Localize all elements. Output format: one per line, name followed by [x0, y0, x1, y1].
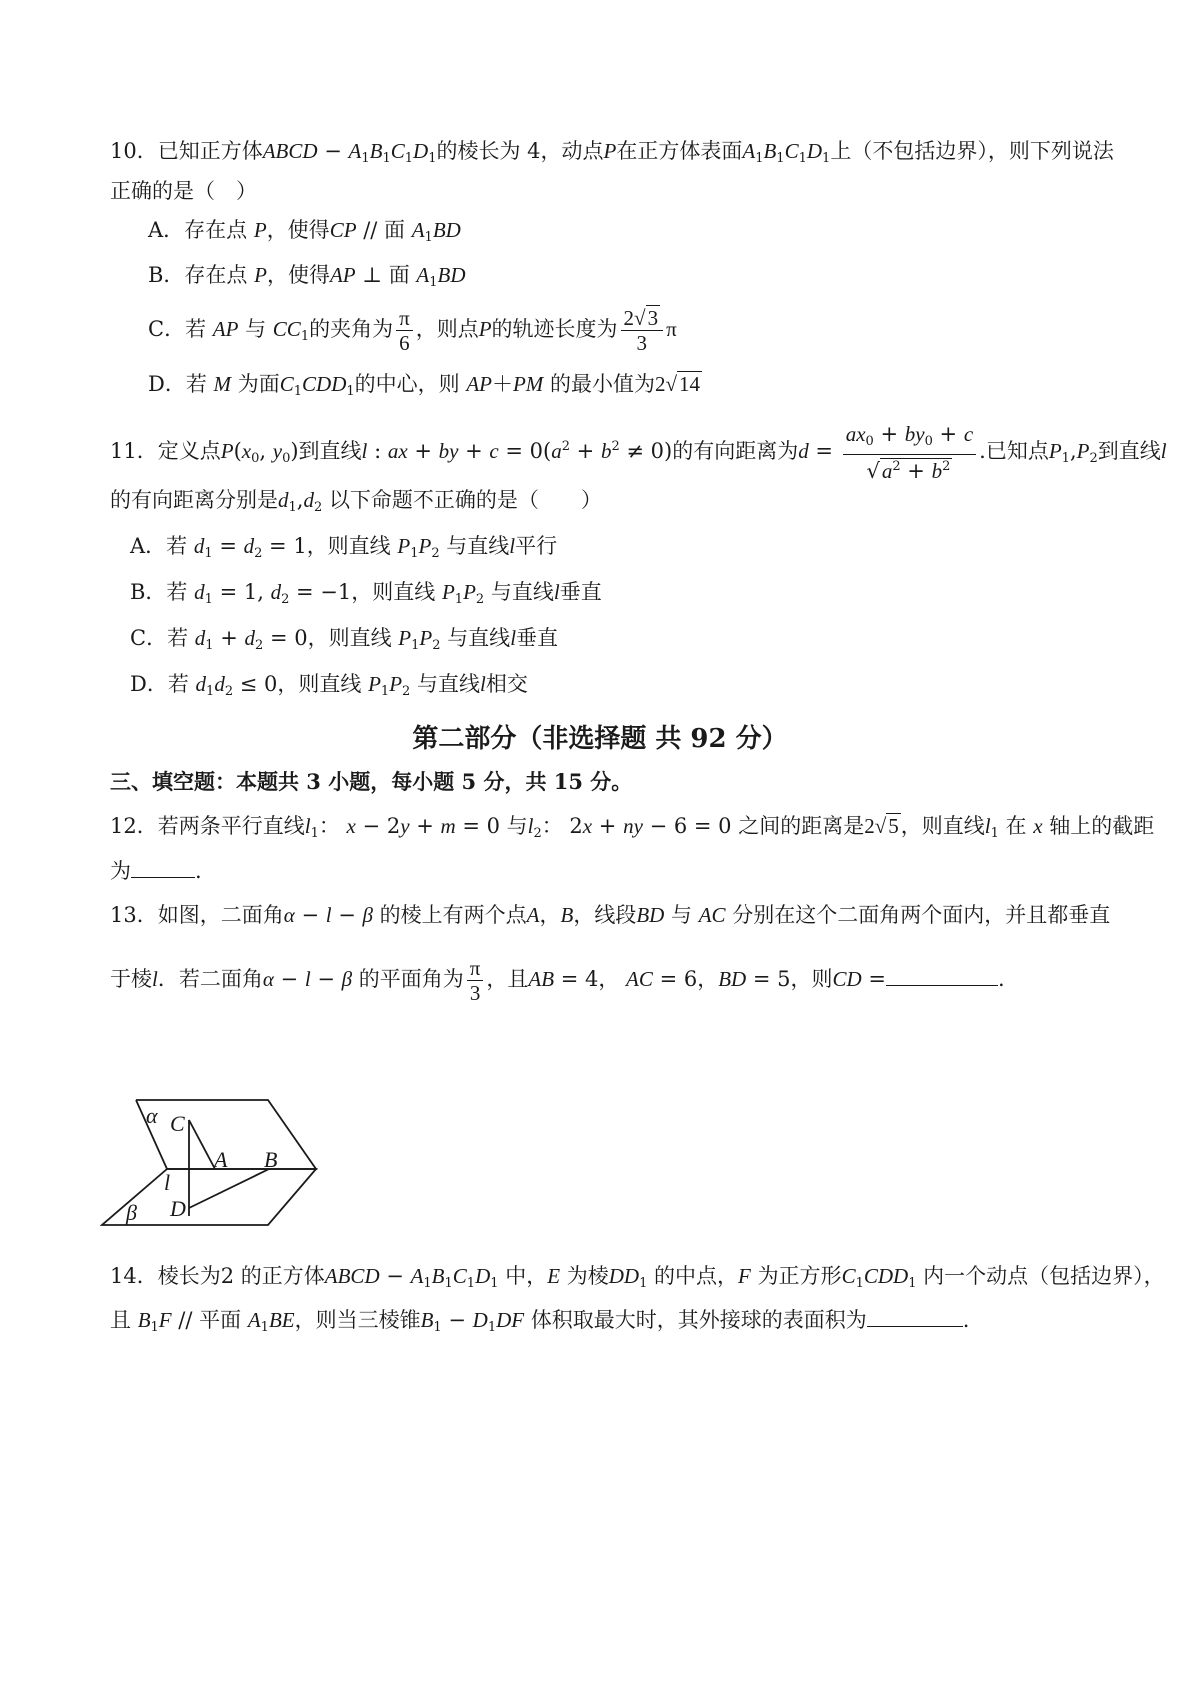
dihedral-angle-figure — [100, 1098, 340, 1238]
q13-line1: 13．如图，二面角α − l − β 的棱上有两个点A，B，线段BD 与 AC 分别在这个二面角两个面内，并且都垂直 — [110, 903, 1111, 927]
q12-line1: 12．若两条平行直线$l_1$： x − 2y + m = 0 与$l_2$： 2x + ny − 6 = 0 之间的距离是2√5，则直线$l_1$ 在 x 轴上的截距 — [110, 814, 1155, 841]
q11-option-d: D．若 $d_1d_2 \le 0$，则直线 $P_1P_2$ 与直线l相交 — [130, 672, 528, 699]
q10-option-d: D．若 M 为面$C_1CDD_1$的中心，则 AP＋PM 的最小值为2√14 — [148, 372, 701, 399]
q14-line2: 且 $B_1F$ // 平面 $A_1BE$，则当三棱锥$B_1 - D_1DF$ 体积取最大时，其外接球的表面积为 . — [110, 1308, 970, 1335]
q13-line2: 于棱l．若二面角α − l − β 的平面角为 $\frac{\pi}{3}$ ，且AB = 4， AC = 6，BD = 5，则CD = . — [110, 956, 1005, 1005]
q13-number: 13． — [110, 903, 158, 927]
section3-header: 三、填空题：本题共 3 小题，每小题 5 分，共 15 分。 — [110, 769, 633, 794]
q11-stem-line2: 的有向距离分别是$d_1,d_2$ 以下命题不正确的是（ ） — [110, 488, 602, 515]
q10-stem-line1: 10．已知正方体ABCD − $A_1B_1C_1D_1$的棱长为 4，动点P在正方体表面$A_1B_1C_1D_1$上（不包括边界），则下列说法 — [110, 139, 1114, 166]
edge-l-label: l — [164, 1170, 171, 1195]
q11-stem-line1: 11．定义点$P(x_0$, $y_0$)到直线l : ax + by + $c = 0(a^2 + b^2 \ne 0)$的有向距离为d = $\frac{ax_0 + by_0 + c}{√a^2 + b^2}$ .已知点$P_1,P_2$到直线l — [110, 422, 1167, 483]
alpha-label: α — [146, 1103, 158, 1128]
point-d-label: D — [170, 1196, 186, 1221]
point-a-label: A — [214, 1147, 228, 1172]
q10-option-c: C．若 AP 与 $CC_1$的夹角为 $\frac{\pi}{6}$ ，则点P的轨迹长度为 $\frac{2√3}{3}$ π — [148, 306, 677, 355]
q10-option-a: A．存在点 P，使得CP // 面 $A_1BD$ — [148, 218, 461, 245]
point-b-label: B — [264, 1147, 278, 1172]
q14-line1: 14．棱长为2 的正方体ABCD − $A_1B_1C_1D_1$ 中，E 为棱$DD_1$ 的中点，F 为正方形$C_1CDD_1$ 内一个动点（包括边界）， — [110, 1264, 1165, 1291]
q12-number: 12． — [110, 814, 158, 838]
q14-answer-blank[interactable] — [867, 1306, 963, 1327]
q13-answer-blank[interactable] — [886, 965, 998, 986]
part2-title: 第二部分（非选择题 共 92 分） — [412, 724, 788, 754]
point-c-label: C — [170, 1111, 185, 1136]
segment-bd — [189, 1169, 269, 1208]
beta-label: β — [126, 1200, 137, 1225]
q11-option-a: A．若 $d_1 = d_2 = 1$，则直线 $P_1P_2$ 与直线l平行 — [130, 534, 558, 561]
q10-stem-line2: 正确的是（ ） — [110, 179, 257, 203]
q12-answer-blank[interactable] — [131, 857, 195, 878]
segment-ac — [189, 1120, 215, 1169]
q10-number: 10． — [110, 139, 158, 163]
q14-number: 14． — [110, 1264, 158, 1288]
q12-line2: 为 . — [110, 859, 202, 883]
q11-option-c: C．若 $d_1 + d_2 = 0$，则直线 $P_1P_2$ 与直线l垂直 — [130, 626, 559, 653]
q10-option-b: B．存在点 P，使得AP ⊥ 面 $A_1BD$ — [148, 263, 466, 290]
q11-option-b: B．若 $d_1 = 1$, $d_2 = -1$，则直线 $P_1P_2$ 与直线l垂直 — [130, 580, 602, 607]
q11-number: 11． — [110, 439, 158, 463]
